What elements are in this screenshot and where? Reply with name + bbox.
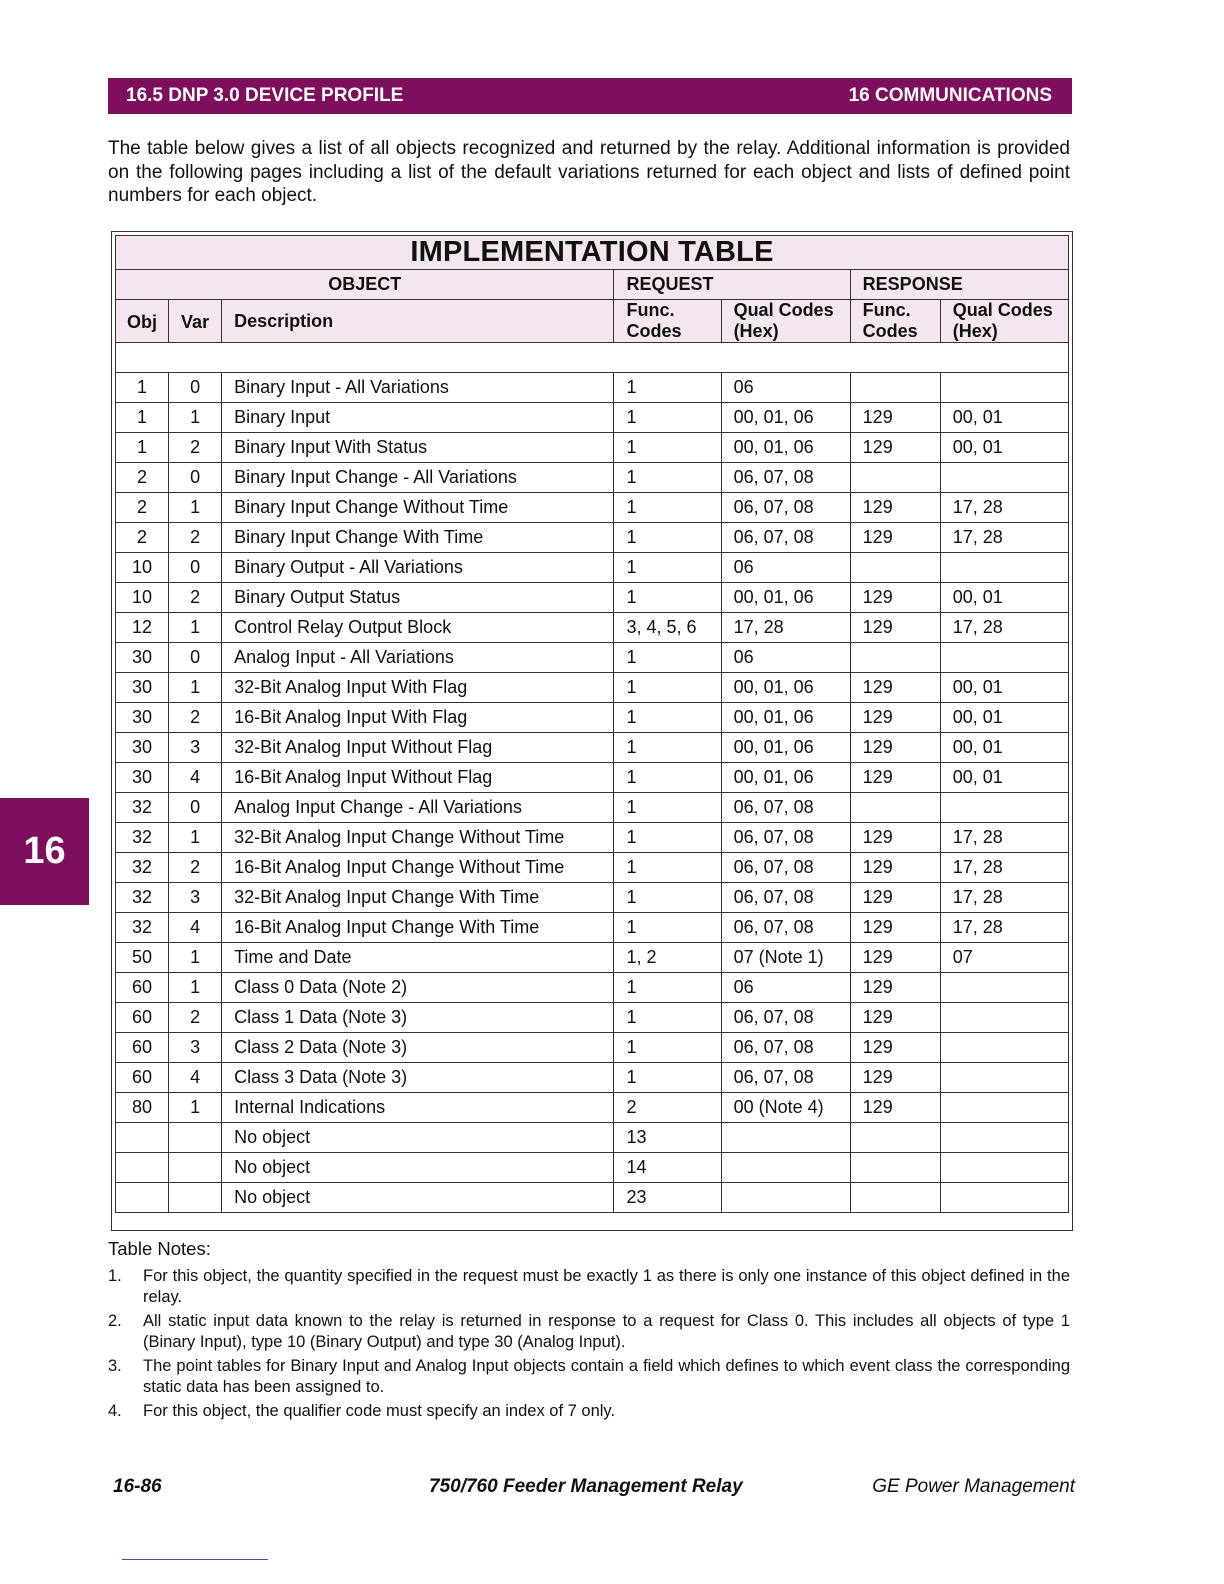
company-name: GE Power Management bbox=[872, 1476, 1075, 1497]
cell-request-qual: 06, 07, 08 bbox=[721, 853, 850, 883]
cell-request-qual bbox=[721, 1153, 850, 1183]
cell-request-qual: 00, 01, 06 bbox=[721, 763, 850, 793]
cell-request-qual: 06 bbox=[721, 973, 850, 1003]
table-notes bbox=[108, 1238, 1070, 1425]
cell-response-func: 129 bbox=[850, 1003, 940, 1033]
table-row bbox=[116, 913, 1069, 943]
cell-response-func bbox=[850, 643, 940, 673]
col-response-qual-line2: (Hex) bbox=[952, 321, 998, 341]
cell-obj bbox=[116, 1123, 169, 1153]
table-title: IMPLEMENTATION TABLE bbox=[116, 236, 1069, 270]
cell-description: No object bbox=[222, 1183, 614, 1213]
cell-var: 1 bbox=[169, 493, 222, 523]
cell-request-qual: 06, 07, 08 bbox=[721, 1003, 850, 1033]
cell-obj: 32 bbox=[116, 823, 169, 853]
cell-var: 3 bbox=[169, 733, 222, 763]
cell-request-qual: 06, 07, 08 bbox=[721, 823, 850, 853]
cell-response-func: 129 bbox=[850, 763, 940, 793]
cell-description: 16-Bit Analog Input Change With Time bbox=[222, 913, 614, 943]
cell-response-func: 129 bbox=[850, 703, 940, 733]
cell-response-func bbox=[850, 553, 940, 583]
table-row bbox=[116, 1063, 1069, 1093]
cell-request-func: 1 bbox=[614, 643, 721, 673]
cell-var: 0 bbox=[169, 463, 222, 493]
cell-request-qual: 06 bbox=[721, 643, 850, 673]
note-text: All static input data known to the relay is returned in response to a request for Class 0. This includes all objects of type 1 (Binary Input), type 10 (Binary Output) and type 30 (Analog Input). bbox=[143, 1312, 1070, 1351]
cell-request-qual: 07 (Note 1) bbox=[721, 943, 850, 973]
cell-request-func: 1 bbox=[614, 463, 721, 493]
cell-request-qual: 06, 07, 08 bbox=[721, 883, 850, 913]
cell-response-qual bbox=[940, 1093, 1068, 1123]
cell-var bbox=[169, 1183, 222, 1213]
table-row bbox=[116, 823, 1069, 853]
cell-request-func: 14 bbox=[614, 1153, 721, 1183]
table-row bbox=[116, 943, 1069, 973]
cell-request-qual: 00, 01, 06 bbox=[721, 733, 850, 763]
cell-obj: 30 bbox=[116, 763, 169, 793]
cell-description: Binary Input Change Without Time bbox=[222, 493, 614, 523]
cell-var: 0 bbox=[169, 553, 222, 583]
cell-obj: 32 bbox=[116, 913, 169, 943]
header-spacer bbox=[116, 343, 1069, 373]
cell-request-func: 1 bbox=[614, 733, 721, 763]
cell-request-func: 3, 4, 5, 6 bbox=[614, 613, 721, 643]
cell-obj: 32 bbox=[116, 793, 169, 823]
col-response-func-line2: Codes bbox=[862, 321, 918, 341]
cell-response-func: 129 bbox=[850, 433, 940, 463]
cell-description: Class 1 Data (Note 3) bbox=[222, 1003, 614, 1033]
cell-response-func: 129 bbox=[850, 523, 940, 553]
col-request-qual bbox=[721, 300, 850, 343]
cell-response-func bbox=[850, 1123, 940, 1153]
cell-response-qual bbox=[940, 1123, 1068, 1153]
cell-response-qual: 17, 28 bbox=[940, 523, 1068, 553]
cell-obj: 60 bbox=[116, 1003, 169, 1033]
cell-description: Class 2 Data (Note 3) bbox=[222, 1033, 614, 1063]
cell-request-func: 1 bbox=[614, 1063, 721, 1093]
cell-response-func bbox=[850, 793, 940, 823]
table-row bbox=[116, 883, 1069, 913]
cell-response-qual bbox=[940, 1063, 1068, 1093]
note-number: 1. bbox=[108, 1267, 122, 1285]
cell-request-func: 1 bbox=[614, 703, 721, 733]
cell-obj: 30 bbox=[116, 673, 169, 703]
cell-response-func: 129 bbox=[850, 973, 940, 1003]
cell-var: 2 bbox=[169, 583, 222, 613]
cell-response-qual bbox=[940, 463, 1068, 493]
note-item bbox=[108, 1401, 1070, 1422]
cell-response-func bbox=[850, 1183, 940, 1213]
table-row bbox=[116, 763, 1069, 793]
cell-description: 32-Bit Analog Input Without Flag bbox=[222, 733, 614, 763]
table-row bbox=[116, 853, 1069, 883]
implementation-table-frame bbox=[111, 231, 1073, 1231]
cell-response-func bbox=[850, 463, 940, 493]
cell-request-func: 1 bbox=[614, 1033, 721, 1063]
cell-request-func: 1 bbox=[614, 553, 721, 583]
cell-description: Binary Input - All Variations bbox=[222, 373, 614, 403]
cell-request-func: 1 bbox=[614, 823, 721, 853]
cell-var bbox=[169, 1153, 222, 1183]
cell-var: 1 bbox=[169, 673, 222, 703]
cell-request-qual: 00, 01, 06 bbox=[721, 583, 850, 613]
cell-obj: 30 bbox=[116, 703, 169, 733]
cell-response-qual: 00, 01 bbox=[940, 433, 1068, 463]
cell-obj bbox=[116, 1183, 169, 1213]
cell-request-func: 1 bbox=[614, 373, 721, 403]
cell-response-func: 129 bbox=[850, 1063, 940, 1093]
cell-description: 16-Bit Analog Input With Flag bbox=[222, 703, 614, 733]
cell-description: 16-Bit Analog Input Change Without Time bbox=[222, 853, 614, 883]
col-var: Var bbox=[169, 300, 222, 343]
cell-request-func: 1 bbox=[614, 853, 721, 883]
cell-var: 1 bbox=[169, 973, 222, 1003]
cell-description: 32-Bit Analog Input Change With Time bbox=[222, 883, 614, 913]
cell-response-func: 129 bbox=[850, 883, 940, 913]
cell-request-qual: 06, 07, 08 bbox=[721, 493, 850, 523]
cell-var: 0 bbox=[169, 373, 222, 403]
note-number: 3. bbox=[108, 1357, 122, 1375]
cell-obj: 60 bbox=[116, 1063, 169, 1093]
cell-response-qual bbox=[940, 793, 1068, 823]
cell-description: Binary Input Change With Time bbox=[222, 523, 614, 553]
cell-response-func: 129 bbox=[850, 583, 940, 613]
cell-response-qual bbox=[940, 1183, 1068, 1213]
cell-request-qual: 00 (Note 4) bbox=[721, 1093, 850, 1123]
cell-obj: 10 bbox=[116, 583, 169, 613]
cell-response-func: 129 bbox=[850, 823, 940, 853]
table-row bbox=[116, 463, 1069, 493]
table-row bbox=[116, 613, 1069, 643]
cell-response-qual bbox=[940, 643, 1068, 673]
cell-response-func: 129 bbox=[850, 853, 940, 883]
cell-response-func: 129 bbox=[850, 613, 940, 643]
cell-obj: 30 bbox=[116, 733, 169, 763]
cell-request-func: 2 bbox=[614, 1093, 721, 1123]
cell-var bbox=[169, 1123, 222, 1153]
group-object: OBJECT bbox=[116, 270, 614, 300]
cell-response-func: 129 bbox=[850, 673, 940, 703]
cell-response-qual: 17, 28 bbox=[940, 823, 1068, 853]
section-header-bar bbox=[108, 78, 1072, 114]
table-row bbox=[116, 1153, 1069, 1183]
cell-response-qual: 17, 28 bbox=[940, 613, 1068, 643]
cell-request-qual: 06, 07, 08 bbox=[721, 913, 850, 943]
cell-response-qual: 00, 01 bbox=[940, 583, 1068, 613]
implementation-table-body bbox=[116, 373, 1069, 1213]
cell-obj: 2 bbox=[116, 493, 169, 523]
cell-response-qual: 17, 28 bbox=[940, 883, 1068, 913]
cell-var: 3 bbox=[169, 883, 222, 913]
implementation-table bbox=[115, 235, 1069, 1213]
cell-response-qual: 17, 28 bbox=[940, 853, 1068, 883]
cell-response-func bbox=[850, 1153, 940, 1183]
cell-obj: 1 bbox=[116, 433, 169, 463]
cell-request-func: 13 bbox=[614, 1123, 721, 1153]
cell-response-func: 129 bbox=[850, 733, 940, 763]
cell-request-qual: 00, 01, 06 bbox=[721, 673, 850, 703]
cell-response-qual: 00, 01 bbox=[940, 733, 1068, 763]
cell-description: Binary Input bbox=[222, 403, 614, 433]
col-request-qual-line1: Qual Codes bbox=[733, 300, 834, 320]
cell-request-func: 1 bbox=[614, 433, 721, 463]
table-row bbox=[116, 793, 1069, 823]
col-request-func bbox=[614, 300, 721, 343]
table-row bbox=[116, 1003, 1069, 1033]
cell-obj: 12 bbox=[116, 613, 169, 643]
col-request-func-line2: Codes bbox=[626, 321, 682, 341]
cell-request-qual: 06 bbox=[721, 373, 850, 403]
cell-response-qual: 07 bbox=[940, 943, 1068, 973]
col-obj: Obj bbox=[116, 300, 169, 343]
table-row bbox=[116, 643, 1069, 673]
table-row bbox=[116, 553, 1069, 583]
cell-request-func: 23 bbox=[614, 1183, 721, 1213]
cell-obj: 80 bbox=[116, 1093, 169, 1123]
cell-response-qual bbox=[940, 373, 1068, 403]
table-row bbox=[116, 403, 1069, 433]
cell-obj: 1 bbox=[116, 403, 169, 433]
col-response-qual bbox=[940, 300, 1068, 343]
table-row bbox=[116, 433, 1069, 463]
group-request: REQUEST bbox=[614, 270, 850, 300]
cell-var: 1 bbox=[169, 403, 222, 433]
cell-description: Class 0 Data (Note 2) bbox=[222, 973, 614, 1003]
cell-response-qual bbox=[940, 1153, 1068, 1183]
cell-request-qual: 06, 07, 08 bbox=[721, 793, 850, 823]
col-response-func-line1: Func. bbox=[862, 300, 911, 320]
cell-request-func: 1 bbox=[614, 973, 721, 1003]
table-row bbox=[116, 1093, 1069, 1123]
cell-description: Class 3 Data (Note 3) bbox=[222, 1063, 614, 1093]
product-name: 750/760 Feeder Management Relay bbox=[429, 1476, 743, 1497]
cell-var: 3 bbox=[169, 1033, 222, 1063]
cell-response-qual: 17, 28 bbox=[940, 493, 1068, 523]
cell-response-qual bbox=[940, 1033, 1068, 1063]
cell-request-qual: 06 bbox=[721, 553, 850, 583]
cell-request-qual bbox=[721, 1123, 850, 1153]
cell-var: 1 bbox=[169, 943, 222, 973]
cell-request-func: 1, 2 bbox=[614, 943, 721, 973]
cell-description: Analog Input Change - All Variations bbox=[222, 793, 614, 823]
cell-var: 2 bbox=[169, 523, 222, 553]
cell-var: 4 bbox=[169, 763, 222, 793]
cell-request-qual: 00, 01, 06 bbox=[721, 403, 850, 433]
cell-obj: 1 bbox=[116, 373, 169, 403]
cell-obj: 10 bbox=[116, 553, 169, 583]
cell-request-qual: 06, 07, 08 bbox=[721, 523, 850, 553]
col-response-func bbox=[850, 300, 940, 343]
cell-description: No object bbox=[222, 1123, 614, 1153]
note-item bbox=[108, 1266, 1070, 1308]
cell-request-qual: 00, 01, 06 bbox=[721, 433, 850, 463]
cell-request-func: 1 bbox=[614, 763, 721, 793]
note-text: For this object, the qualifier code must specify an index of 7 only. bbox=[143, 1402, 616, 1420]
cell-response-qual: 17, 28 bbox=[940, 913, 1068, 943]
cell-var: 0 bbox=[169, 793, 222, 823]
cell-obj: 60 bbox=[116, 1033, 169, 1063]
cell-obj bbox=[116, 1153, 169, 1183]
cell-response-qual: 00, 01 bbox=[940, 403, 1068, 433]
table-row bbox=[116, 583, 1069, 613]
col-request-qual-line2: (Hex) bbox=[733, 321, 779, 341]
cell-response-qual: 00, 01 bbox=[940, 763, 1068, 793]
table-row bbox=[116, 523, 1069, 553]
col-request-func-line1: Func. bbox=[626, 300, 675, 320]
cell-description: 32-Bit Analog Input With Flag bbox=[222, 673, 614, 703]
cell-request-qual: 17, 28 bbox=[721, 613, 850, 643]
cell-response-qual bbox=[940, 553, 1068, 583]
cell-response-func: 129 bbox=[850, 1093, 940, 1123]
cell-response-func bbox=[850, 373, 940, 403]
cell-description: Analog Input - All Variations bbox=[222, 643, 614, 673]
cell-obj: 32 bbox=[116, 853, 169, 883]
cell-obj: 60 bbox=[116, 973, 169, 1003]
cell-response-qual: 00, 01 bbox=[940, 673, 1068, 703]
cell-response-qual bbox=[940, 1003, 1068, 1033]
note-item bbox=[108, 1311, 1070, 1353]
cell-description: Time and Date bbox=[222, 943, 614, 973]
cell-var: 2 bbox=[169, 1003, 222, 1033]
cell-var: 1 bbox=[169, 1093, 222, 1123]
table-row bbox=[116, 373, 1069, 403]
note-text: For this object, the quantity specified in the request must be exactly 1 as there is only one instance of this object defined in the relay. bbox=[143, 1267, 1070, 1306]
cell-response-func: 129 bbox=[850, 403, 940, 433]
cell-request-qual bbox=[721, 1183, 850, 1213]
chapter-title: 16 COMMUNICATIONS bbox=[848, 85, 1052, 106]
cell-obj: 32 bbox=[116, 883, 169, 913]
note-number: 4. bbox=[108, 1402, 122, 1420]
cell-description: Binary Input With Status bbox=[222, 433, 614, 463]
cell-description: Control Relay Output Block bbox=[222, 613, 614, 643]
cell-description: No object bbox=[222, 1153, 614, 1183]
cell-var: 1 bbox=[169, 613, 222, 643]
page-number: 16-86 bbox=[113, 1476, 162, 1497]
cell-obj: 50 bbox=[116, 943, 169, 973]
cell-request-qual: 06, 07, 08 bbox=[721, 1063, 850, 1093]
intro-paragraph: The table below gives a list of all objects recognized and returned by the relay. Additional information is provided on the following pages including a list of the default variations returned for each object and lists of defined point numbers for each object. bbox=[108, 138, 1070, 206]
cell-description: Binary Output Status bbox=[222, 583, 614, 613]
cell-request-qual: 06, 07, 08 bbox=[721, 1033, 850, 1063]
cell-response-func: 129 bbox=[850, 913, 940, 943]
cell-response-qual: 00, 01 bbox=[940, 703, 1068, 733]
cell-request-func: 1 bbox=[614, 523, 721, 553]
cell-var: 0 bbox=[169, 643, 222, 673]
cell-var: 2 bbox=[169, 703, 222, 733]
cell-request-qual: 00, 01, 06 bbox=[721, 703, 850, 733]
cell-obj: 2 bbox=[116, 523, 169, 553]
cell-response-qual bbox=[940, 973, 1068, 1003]
cell-var: 4 bbox=[169, 913, 222, 943]
note-item bbox=[108, 1356, 1070, 1398]
cell-request-func: 1 bbox=[614, 913, 721, 943]
cell-request-func: 1 bbox=[614, 1003, 721, 1033]
page-footer bbox=[113, 1476, 1075, 1500]
cell-var: 1 bbox=[169, 823, 222, 853]
col-response-qual-line1: Qual Codes bbox=[952, 300, 1053, 320]
cell-description: 16-Bit Analog Input Without Flag bbox=[222, 763, 614, 793]
cell-description: Binary Input Change - All Variations bbox=[222, 463, 614, 493]
cell-response-func: 129 bbox=[850, 1033, 940, 1063]
cell-response-func: 129 bbox=[850, 493, 940, 523]
cell-request-func: 1 bbox=[614, 403, 721, 433]
table-row bbox=[116, 1183, 1069, 1213]
note-text: The point tables for Binary Input and Analog Input objects contain a field which defines to which event class the corresponding static data has been assigned to. bbox=[143, 1357, 1070, 1396]
cell-response-func: 129 bbox=[850, 943, 940, 973]
cell-request-func: 1 bbox=[614, 793, 721, 823]
cell-description: 32-Bit Analog Input Change Without Time bbox=[222, 823, 614, 853]
table-row bbox=[116, 973, 1069, 1003]
footer-rule bbox=[122, 1559, 268, 1560]
table-row bbox=[116, 733, 1069, 763]
section-title: 16.5 DNP 3.0 DEVICE PROFILE bbox=[126, 85, 404, 106]
table-row bbox=[116, 1033, 1069, 1063]
table-row bbox=[116, 703, 1069, 733]
table-row bbox=[116, 673, 1069, 703]
cell-request-func: 1 bbox=[614, 673, 721, 703]
cell-obj: 30 bbox=[116, 643, 169, 673]
cell-request-func: 1 bbox=[614, 493, 721, 523]
cell-var: 2 bbox=[169, 853, 222, 883]
cell-obj: 2 bbox=[116, 463, 169, 493]
table-notes-title: Table Notes: bbox=[108, 1238, 211, 1259]
table-row bbox=[116, 1123, 1069, 1153]
group-response: RESPONSE bbox=[850, 270, 1068, 300]
cell-var: 4 bbox=[169, 1063, 222, 1093]
cell-request-func: 1 bbox=[614, 583, 721, 613]
table-row bbox=[116, 493, 1069, 523]
cell-var: 2 bbox=[169, 433, 222, 463]
chapter-side-tab: 16 bbox=[0, 798, 89, 905]
col-description: Description bbox=[222, 300, 614, 343]
cell-description: Binary Output - All Variations bbox=[222, 553, 614, 583]
cell-request-func: 1 bbox=[614, 883, 721, 913]
cell-description: Internal Indications bbox=[222, 1093, 614, 1123]
note-number: 2. bbox=[108, 1312, 122, 1330]
cell-request-qual: 06, 07, 08 bbox=[721, 463, 850, 493]
